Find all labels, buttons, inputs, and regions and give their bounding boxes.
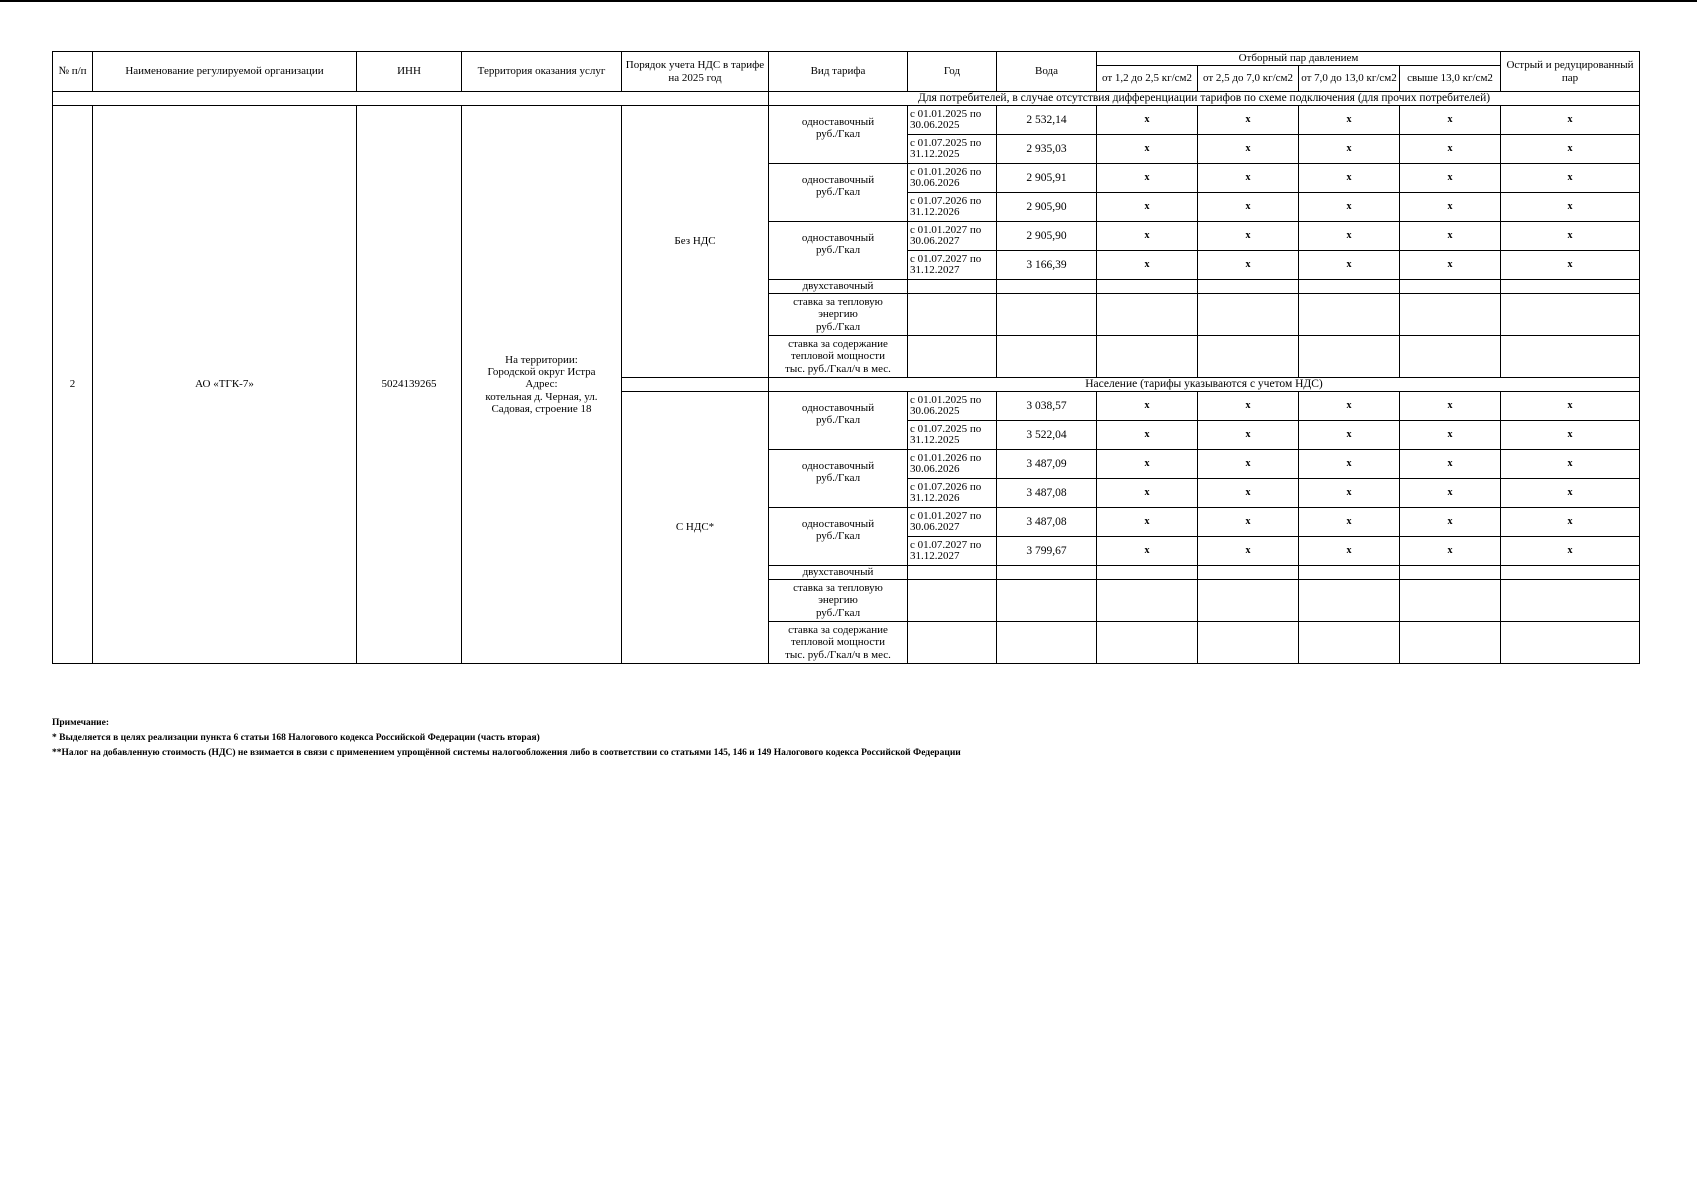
x-mark: x bbox=[1097, 508, 1198, 537]
x-mark: x bbox=[1299, 193, 1400, 222]
period-cell: с 01.01.2025 по 30.06.2025 bbox=[908, 392, 997, 421]
empty-cell bbox=[1299, 336, 1400, 378]
water-value: 2 532,14 bbox=[997, 106, 1097, 135]
tariff-type-capacity-rate bbox=[769, 622, 908, 664]
period-cell: с 01.01.2027 по 30.06.2027 bbox=[908, 222, 997, 251]
empty-cell bbox=[1299, 622, 1400, 664]
empty-cell bbox=[1501, 622, 1640, 664]
vat-label: С НДС* bbox=[622, 392, 769, 664]
x-mark: x bbox=[1198, 450, 1299, 479]
org-inn: 5024139265 bbox=[357, 106, 462, 664]
x-mark: x bbox=[1299, 135, 1400, 164]
tariff-type-single bbox=[769, 106, 908, 164]
empty-cell bbox=[1299, 280, 1400, 294]
x-mark: x bbox=[1400, 421, 1501, 450]
empty-cell bbox=[1097, 622, 1198, 664]
empty-cell bbox=[997, 580, 1097, 622]
x-mark: x bbox=[1400, 450, 1501, 479]
empty-cell bbox=[997, 294, 1097, 336]
empty-cell bbox=[1198, 566, 1299, 580]
period-cell: с 01.01.2026 по 30.06.2026 bbox=[908, 450, 997, 479]
empty-cell bbox=[1400, 294, 1501, 336]
empty-cell bbox=[1198, 622, 1299, 664]
x-mark: x bbox=[1198, 193, 1299, 222]
text-line: энергию bbox=[818, 594, 858, 607]
header-steam-4: свыше 13,0 кг/см2 bbox=[1400, 66, 1501, 92]
empty-cell bbox=[1198, 580, 1299, 622]
header-water: Вода bbox=[997, 52, 1097, 92]
header-steam-group: Отборный пар давлением bbox=[1097, 52, 1501, 66]
empty-cell bbox=[1501, 280, 1640, 294]
x-mark: x bbox=[1097, 106, 1198, 135]
tariff-type-two-part: двухставочный bbox=[769, 566, 908, 580]
period-cell: с 01.01.2027 по 30.06.2027 bbox=[908, 508, 997, 537]
water-value: 3 166,39 bbox=[997, 251, 1097, 280]
text-line: тыс. руб./Гкал/ч в мес. bbox=[785, 648, 891, 661]
text-line: руб./Гкал bbox=[815, 530, 861, 543]
x-mark: x bbox=[1400, 392, 1501, 421]
section-left-blank bbox=[53, 92, 769, 106]
x-mark: x bbox=[1299, 421, 1400, 450]
x-mark: x bbox=[1299, 479, 1400, 508]
x-mark: x bbox=[1097, 251, 1198, 280]
text-line: тепловой мощности bbox=[791, 350, 885, 363]
x-mark: x bbox=[1400, 479, 1501, 508]
empty-cell bbox=[1501, 336, 1640, 378]
x-mark: x bbox=[1097, 135, 1198, 164]
x-mark: x bbox=[1198, 222, 1299, 251]
x-mark: x bbox=[1299, 251, 1400, 280]
tariff-table-container bbox=[52, 51, 1640, 664]
header-territory: Территория оказания услуг bbox=[462, 52, 622, 92]
tariff-type-heat-rate bbox=[769, 580, 908, 622]
x-mark: x bbox=[1299, 537, 1400, 566]
text-line: одноставочный bbox=[801, 518, 875, 530]
empty-cell bbox=[1299, 294, 1400, 336]
x-mark: x bbox=[1299, 508, 1400, 537]
empty-cell bbox=[1198, 280, 1299, 294]
tariff-type-single bbox=[769, 222, 908, 280]
text-line: тепловой мощности bbox=[791, 636, 885, 649]
text-line: руб./Гкал bbox=[815, 128, 861, 141]
x-mark: x bbox=[1299, 450, 1400, 479]
org-num: 2 bbox=[53, 106, 93, 664]
text-line: руб./Гкал bbox=[815, 606, 861, 619]
notes-block bbox=[52, 716, 961, 761]
water-value: 3 038,57 bbox=[997, 392, 1097, 421]
note-2: **Налог на добавленную стоимость (НДС) не взимается в связи с применением упрощённой системы налогообложения либо в соответствии со статьями 145, 146 и 149 Налогового кодекса Российской Федерации bbox=[52, 748, 961, 758]
tariff-type-single bbox=[769, 392, 908, 450]
text-line: одноставочный bbox=[801, 402, 875, 414]
notes-title: Примечание: bbox=[52, 718, 110, 728]
water-value: 3 487,08 bbox=[997, 479, 1097, 508]
empty-cell bbox=[908, 336, 997, 378]
x-mark: x bbox=[1501, 193, 1640, 222]
water-value: 2 935,03 bbox=[997, 135, 1097, 164]
empty-cell bbox=[1400, 336, 1501, 378]
x-mark: x bbox=[1400, 106, 1501, 135]
x-mark: x bbox=[1400, 164, 1501, 193]
tariff-type-single bbox=[769, 450, 908, 508]
water-value: 2 905,90 bbox=[997, 193, 1097, 222]
tariff-row bbox=[53, 106, 1640, 135]
empty-cell bbox=[1097, 336, 1198, 378]
text-line: руб./Гкал bbox=[815, 320, 861, 333]
water-value: 2 905,91 bbox=[997, 164, 1097, 193]
text-line: руб./Гкал bbox=[815, 244, 861, 257]
org-territory bbox=[462, 106, 622, 664]
text-line: одноставочный bbox=[801, 174, 875, 186]
x-mark: x bbox=[1400, 193, 1501, 222]
text-line: руб./Гкал bbox=[815, 414, 861, 427]
x-mark: x bbox=[1097, 222, 1198, 251]
x-mark: x bbox=[1400, 537, 1501, 566]
text-line: одноставочный bbox=[801, 460, 875, 472]
text-line: котельная д. Черная, ул. Садовая, строение 18 bbox=[485, 390, 598, 415]
header-steam-2: от 2,5 до 7,0 кг/см2 bbox=[1198, 66, 1299, 92]
empty-cell bbox=[997, 566, 1097, 580]
empty-cell bbox=[997, 336, 1097, 378]
empty-cell bbox=[1299, 566, 1400, 580]
empty-cell bbox=[1400, 280, 1501, 294]
x-mark: x bbox=[1198, 164, 1299, 193]
water-value: 3 487,08 bbox=[997, 508, 1097, 537]
x-mark: x bbox=[1198, 421, 1299, 450]
period-cell: с 01.07.2025 по 31.12.2025 bbox=[908, 135, 997, 164]
x-mark: x bbox=[1400, 222, 1501, 251]
x-mark: x bbox=[1097, 164, 1198, 193]
x-mark: x bbox=[1097, 421, 1198, 450]
header-steam-1: от 1,2 до 2,5 кг/см2 bbox=[1097, 66, 1198, 92]
x-mark: x bbox=[1097, 450, 1198, 479]
empty-cell bbox=[1501, 294, 1640, 336]
x-mark: x bbox=[1501, 421, 1640, 450]
x-mark: x bbox=[1501, 164, 1640, 193]
x-mark: x bbox=[1501, 508, 1640, 537]
section-caption-population: Население (тарифы указываются с учетом НДС) bbox=[769, 378, 1640, 392]
tariff-type-heat-rate bbox=[769, 294, 908, 336]
x-mark: x bbox=[1501, 479, 1640, 508]
empty-cell bbox=[1097, 294, 1198, 336]
vat-label: Без НДС bbox=[622, 106, 769, 378]
x-mark: x bbox=[1501, 392, 1640, 421]
empty-cell bbox=[1097, 566, 1198, 580]
header-year: Год bbox=[908, 52, 997, 92]
header-inn: ИНН bbox=[357, 52, 462, 92]
empty-cell bbox=[1097, 280, 1198, 294]
x-mark: x bbox=[1501, 450, 1640, 479]
text-line: энергию bbox=[818, 308, 858, 321]
page-top-border bbox=[0, 0, 1697, 2]
header-num: № п/п bbox=[53, 52, 93, 92]
x-mark: x bbox=[1501, 537, 1640, 566]
text-line: ставка за тепловую bbox=[793, 296, 883, 309]
tariff-type-single bbox=[769, 508, 908, 566]
period-cell: с 01.07.2027 по 31.12.2027 bbox=[908, 537, 997, 566]
period-cell: с 01.07.2026 по 31.12.2026 bbox=[908, 193, 997, 222]
water-value: 3 487,09 bbox=[997, 450, 1097, 479]
x-mark: x bbox=[1501, 106, 1640, 135]
x-mark: x bbox=[1198, 479, 1299, 508]
water-value: 3 522,04 bbox=[997, 421, 1097, 450]
water-value: 3 799,67 bbox=[997, 537, 1097, 566]
x-mark: x bbox=[1400, 135, 1501, 164]
empty-cell bbox=[908, 622, 997, 664]
x-mark: x bbox=[1198, 392, 1299, 421]
x-mark: x bbox=[1299, 392, 1400, 421]
empty-cell bbox=[1501, 580, 1640, 622]
empty-cell bbox=[1097, 580, 1198, 622]
tariff-table bbox=[52, 51, 1640, 664]
x-mark: x bbox=[1299, 164, 1400, 193]
period-cell: с 01.01.2026 по 30.06.2026 bbox=[908, 164, 997, 193]
header-tariff-type: Вид тарифа bbox=[769, 52, 908, 92]
x-mark: x bbox=[1198, 106, 1299, 135]
x-mark: x bbox=[1299, 106, 1400, 135]
text-line: Адрес: bbox=[525, 378, 558, 391]
empty-cell bbox=[1400, 566, 1501, 580]
text-line: одноставочный bbox=[801, 232, 875, 244]
period-cell: с 01.07.2025 по 31.12.2025 bbox=[908, 421, 997, 450]
note-1: * Выделяется в целях реализации пункта 6 статьи 168 Налогового кодекса Российской Федерации (часть вторая) bbox=[52, 733, 540, 743]
section-row bbox=[53, 92, 1640, 106]
section-left-blank bbox=[622, 378, 769, 392]
text-line: ставка за содержание bbox=[788, 338, 888, 351]
period-cell: с 01.01.2025 по 30.06.2025 bbox=[908, 106, 997, 135]
empty-cell bbox=[997, 622, 1097, 664]
text-line: ставка за содержание bbox=[788, 624, 888, 637]
header-vat-order: Порядок учета НДС в тарифе на 2025 год bbox=[622, 52, 769, 92]
x-mark: x bbox=[1501, 135, 1640, 164]
empty-cell bbox=[1198, 336, 1299, 378]
x-mark: x bbox=[1501, 251, 1640, 280]
empty-cell bbox=[908, 580, 997, 622]
x-mark: x bbox=[1198, 508, 1299, 537]
tariff-type-capacity-rate bbox=[769, 336, 908, 378]
empty-cell bbox=[1299, 580, 1400, 622]
x-mark: x bbox=[1299, 222, 1400, 251]
org-name: АО «ТГК-7» bbox=[93, 106, 357, 664]
header-sharp-steam: Острый и редуцированный пар bbox=[1501, 52, 1640, 92]
x-mark: x bbox=[1097, 193, 1198, 222]
text-line: руб./Гкал bbox=[815, 186, 861, 199]
empty-cell bbox=[1501, 566, 1640, 580]
section-caption-other: Для потребителей, в случае отсутствия дифференциации тарифов по схеме подключения (для прочих потребителей) bbox=[769, 92, 1640, 106]
empty-cell bbox=[908, 566, 997, 580]
empty-cell bbox=[1400, 580, 1501, 622]
tariff-type-two-part: двухставочный bbox=[769, 280, 908, 294]
text-line: ставка за тепловую bbox=[793, 582, 883, 595]
header-steam-3: от 7,0 до 13,0 кг/см2 bbox=[1299, 66, 1400, 92]
tariff-type-single bbox=[769, 164, 908, 222]
text-line: Городской округ Истра bbox=[487, 366, 596, 379]
x-mark: x bbox=[1097, 392, 1198, 421]
x-mark: x bbox=[1097, 479, 1198, 508]
empty-cell bbox=[997, 280, 1097, 294]
x-mark: x bbox=[1501, 222, 1640, 251]
x-mark: x bbox=[1198, 537, 1299, 566]
period-cell: с 01.07.2027 по 31.12.2027 bbox=[908, 251, 997, 280]
empty-cell bbox=[1400, 622, 1501, 664]
x-mark: x bbox=[1198, 251, 1299, 280]
empty-cell bbox=[908, 280, 997, 294]
header-org: Наименование регулируемой организации bbox=[93, 52, 357, 92]
x-mark: x bbox=[1400, 508, 1501, 537]
text-line: На территории: bbox=[505, 353, 578, 366]
empty-cell bbox=[908, 294, 997, 336]
period-cell: с 01.07.2026 по 31.12.2026 bbox=[908, 479, 997, 508]
text-line: руб./Гкал bbox=[815, 472, 861, 485]
empty-cell bbox=[1198, 294, 1299, 336]
text-line: тыс. руб./Гкал/ч в мес. bbox=[785, 362, 891, 375]
x-mark: x bbox=[1198, 135, 1299, 164]
text-line: одноставочный bbox=[801, 116, 875, 128]
water-value: 2 905,90 bbox=[997, 222, 1097, 251]
x-mark: x bbox=[1400, 251, 1501, 280]
x-mark: x bbox=[1097, 537, 1198, 566]
